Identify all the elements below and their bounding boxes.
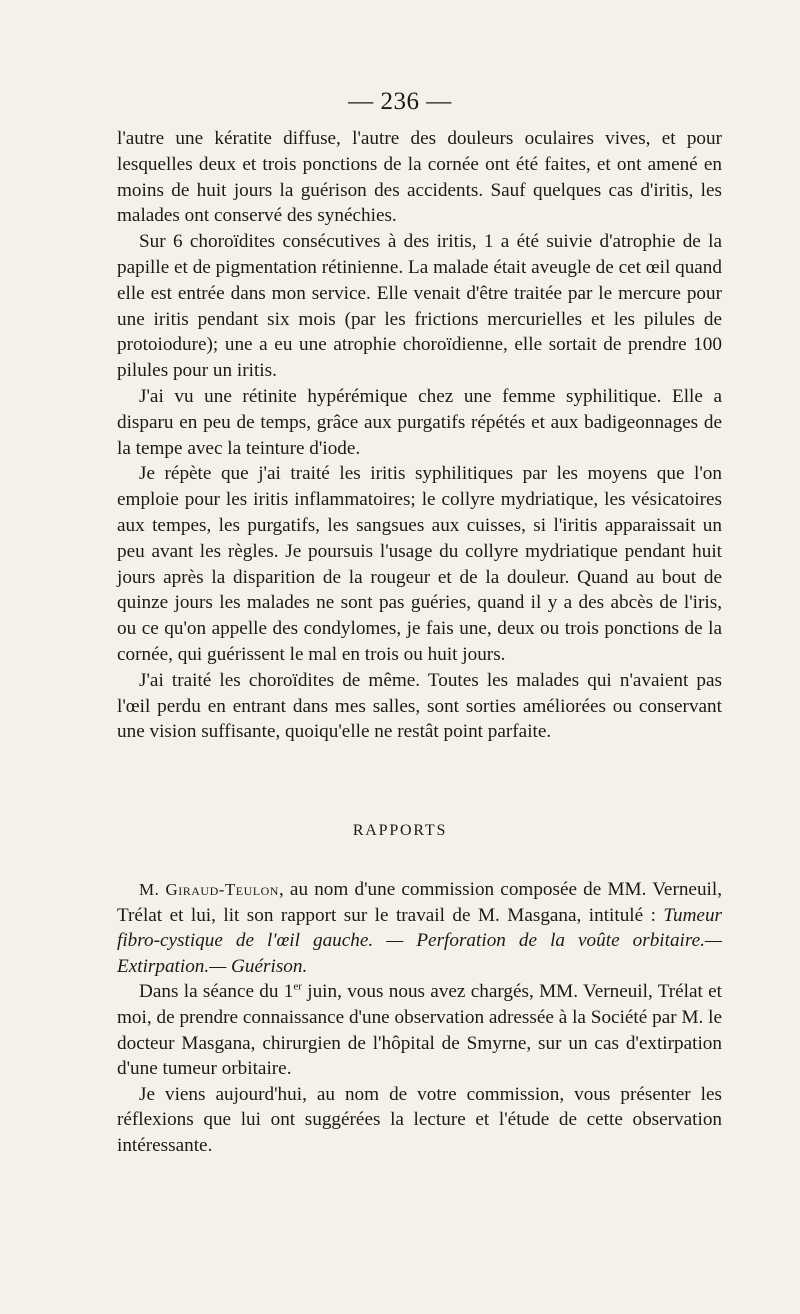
section-heading: RAPPORTS: [352, 822, 448, 839]
report-p2-start: Dans la séance du 1: [139, 981, 294, 1003]
report-author: M. Giraud-Teulon: [139, 880, 279, 899]
report-p2-superscript: er: [293, 980, 302, 993]
report-paragraph-3: Je viens aujourd'hui, au nom de votre commission, vous présenter les réflexions que lui ont suggérées la lecture et l'étude de cette observation intéressante.: [117, 1083, 722, 1156]
report-paragraph-2: [117, 979, 722, 1081]
paragraph-1: l'autre une kératite diffuse, l'autre des douleurs oculaires vives, et pour lesquelles deux et trois ponctions de la cornée ont été faites, et ont amené en moins de huit jours la guérison des accidents. Sauf quelques cas d'iritis, les malades ont conservé des synéchies.: [117, 128, 722, 227]
report-p2-end: juin, vous nous avez chargés, MM. Verneuil, Trélat et moi, de prendre connaissance d'une observation adressée à la Société par M. le docteur Masgana, chirurgien de l'hôpital de Smyrne, sur un cas d'extirpation d'une tumeur orbitaire.: [117, 981, 722, 1080]
page-number: — 236 —: [348, 88, 452, 115]
report-paragraph-1: [117, 877, 722, 979]
report-title: Tumeur fibro-cystique de l'œil gauche. — Perforation de la voûte orbitaire.— Extirpation.— Guérison.: [117, 904, 722, 977]
paragraph-5: J'ai traité les choroïdites de même. Toutes les malades qui n'avaient pas l'œil perdu en entrant dans mes salles, sont sorties améliorées ou conservant une vision suffisante, quoiqu'elle ne restât point parfaite.: [117, 669, 722, 743]
paragraph-3: J'ai vu une rétinite hypérémique chez une femme syphilitique. Elle a disparu en peu de temps, grâce aux purgatifs répétés et aux badigeonnages de la tempe avec la teinture d'iode.: [117, 385, 722, 459]
report-intro: , au nom d'une commission composée de MM. Verneuil, Trélat et lui, lit son rapport sur le travail de M. Masgana, intitulé :: [117, 879, 722, 926]
body-text: [117, 126, 722, 745]
report-section: [117, 877, 722, 1159]
paragraph-2: Sur 6 choroïdites consécutives à des iritis, 1 a été suivie d'atrophie de la papille et de pigmentation rétinienne. La malade était aveugle de cet œil quand elle est entrée dans mon service. Elle venait d'être traitée par le mercure pour une iritis pendant six mois (par les frictions mercurielles et les pilules de protoiodure); une a eu une atrophie choroïdienne, elle sortait de prendre 100 pilules pour un iritis.: [117, 231, 722, 382]
paragraph-4: Je répète que j'ai traité les iritis syphilitiques par les moyens que l'on emploie pour les iritis inflammatoires; le collyre mydriatique, les vésicatoires aux tempes, les purgatifs, les sangsues aux cuisses, si l'iritis apparaissait un peu avant les règles. Je poursuis l'usage du collyre mydriatique pendant huit jours après la disparition de la rougeur et de la douleur. Quand au bout de quinze jours les malades ne sont pas guéries, quand il y a des abcès de l'iris, ou ce qu'on appelle des condylomes, je fais une, deux ou trois ponctions de la cornée, qui guérissent le mal en trois ou huit jours.: [117, 463, 722, 665]
